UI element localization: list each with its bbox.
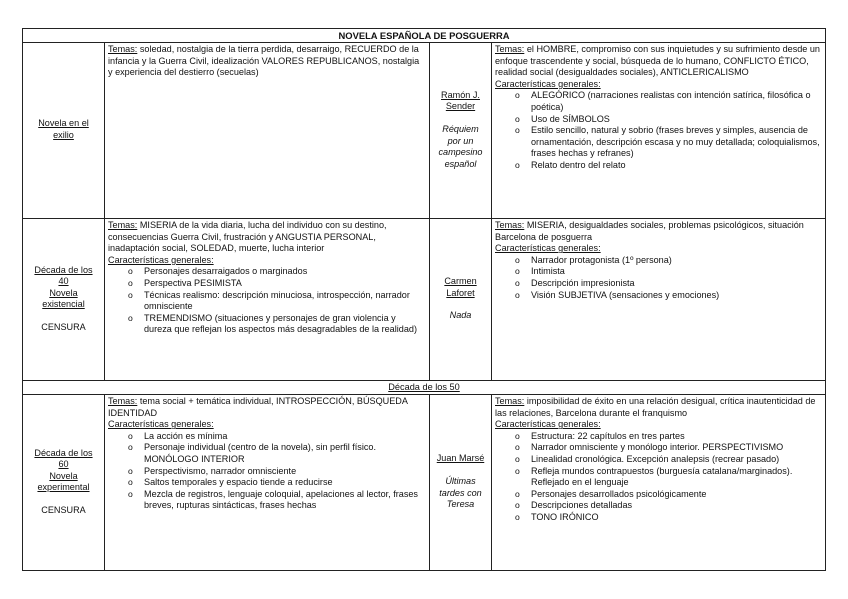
temas-text: MISERIA de la vida diaria, lucha del individuo con su destino, consecuencias Guerra Civil, frustración y ANGUSTIA PERSONAL, inadaptación social, SOLEDAD, muerte, lucha interior bbox=[108, 220, 387, 254]
list-item: o Narrador protagonista (1º persona) bbox=[495, 255, 822, 267]
author-cell bbox=[430, 395, 492, 571]
author-cell bbox=[430, 219, 492, 381]
caract-label: Características generales: bbox=[108, 254, 214, 265]
decade-row bbox=[23, 381, 826, 395]
list-item: o Estructura: 22 capítulos en tres partes bbox=[495, 431, 822, 443]
list-item: o Visión SUBJETIVA (sensaciones y emociones) bbox=[495, 290, 822, 302]
list-item: o Saltos temporales y espacio tiende a reducirse bbox=[108, 477, 426, 489]
list-item: o Perspectiva PESIMISTA bbox=[108, 278, 426, 290]
period-label: Década de los bbox=[34, 264, 93, 275]
posguerra-table bbox=[22, 28, 826, 571]
work-title: por un bbox=[447, 135, 474, 146]
period-label: experimental bbox=[37, 482, 90, 493]
temas-text: el HOMBRE, compromiso con sus inquietudes y su sufrimiento desde un enfoque trascendente y social, búsqueda de lo humano, CONFLICTO ÉTICO, realidad social (desigualdades sociales), ANTICLERICALISMO bbox=[495, 44, 820, 78]
period-label: Novela en el bbox=[38, 118, 89, 129]
temas-label: Temas: bbox=[108, 44, 138, 54]
author-cell bbox=[430, 43, 492, 219]
period-cell bbox=[23, 219, 105, 381]
caract-list bbox=[495, 255, 822, 301]
table-row bbox=[23, 43, 826, 219]
table-row bbox=[23, 395, 826, 571]
title-row bbox=[23, 29, 826, 43]
author-name: Carmen bbox=[444, 276, 477, 287]
temas-text: tema social + temática individual, INTROSPECCIÓN, BÚSQUEDA IDENTIDAD bbox=[108, 396, 408, 418]
period-label: exilio bbox=[53, 130, 74, 140]
period-label: Novela bbox=[49, 287, 78, 298]
censura-label: CENSURA bbox=[41, 321, 86, 332]
list-item: o Personajes desarraigados o marginados bbox=[108, 266, 426, 278]
period-label: 60 bbox=[58, 459, 69, 470]
work-themes-cell bbox=[492, 219, 826, 381]
work-title: Últimas bbox=[445, 475, 476, 486]
temas-text: imposibilidad de éxito en una relación desigual, crítica inautenticidad de las relaciones, Barcelona durante el franquismo bbox=[495, 396, 816, 418]
work-title: Nada bbox=[449, 310, 472, 321]
author-name: Juan Marsé bbox=[436, 453, 485, 464]
period-cell bbox=[23, 395, 105, 571]
decade-50-header bbox=[23, 381, 826, 395]
temas-label: Temas: bbox=[108, 396, 138, 406]
caract-list bbox=[108, 266, 426, 336]
caract-label: Características generales: bbox=[108, 419, 214, 430]
work-title: campesino bbox=[438, 147, 483, 158]
period-label: Novela bbox=[49, 470, 78, 481]
temas-label: Temas: bbox=[108, 220, 138, 230]
list-item: o Narrador omnisciente y monólogo interior. PERSPECTIVISMO bbox=[495, 442, 822, 454]
list-item: o Relato dentro del relato bbox=[495, 160, 822, 172]
work-title: español bbox=[444, 158, 477, 169]
author-name: Laforet bbox=[446, 287, 475, 298]
caract-label: Características generales: bbox=[495, 419, 601, 430]
period-cell bbox=[23, 43, 105, 219]
list-item: o Refleja mundos contrapuestos (burguesía catalana/marginados). Reflejado en el lenguaje bbox=[495, 466, 822, 489]
work-title: Réquiem bbox=[442, 123, 479, 134]
temas-text: MISERIA, desigualdades sociales, problemas psicológicos, situación Barcelona de posguerra bbox=[495, 220, 804, 242]
temas-text: soledad, nostalgia de la tierra perdida, desarraigo, RECUERDO de la infancia y la Guerra Civil, idealización VALORES REPUBLICANOS, nostalgia y experiencia del destierro (secuelas) bbox=[108, 44, 420, 78]
list-item: o Uso de SÍMBOLOS bbox=[495, 114, 822, 126]
caract-label: Características generales: bbox=[495, 78, 601, 89]
work-title: Teresa bbox=[446, 499, 475, 510]
period-label: existencial bbox=[42, 299, 85, 310]
general-themes-cell bbox=[105, 219, 430, 381]
period-label: Década de los bbox=[34, 447, 93, 458]
list-item: o Estilo sencillo, natural y sobrio (frases breves y simples, ausencia de ornamentación, descripción escasa y no muy detallada; coloquialismos, frases hechas y refranes) bbox=[495, 125, 822, 160]
censura-label: CENSURA bbox=[41, 504, 86, 515]
list-item: o Personajes desarrollados psicológicamente bbox=[495, 489, 822, 501]
work-themes-cell bbox=[492, 43, 826, 219]
decade-50-label: Década de los 50 bbox=[388, 382, 460, 392]
list-item: o Personaje individual (centro de la novela), sin perfil físico. MONÓLOGO INTERIOR bbox=[108, 442, 426, 465]
list-item: o La acción es mínima bbox=[108, 431, 426, 443]
list-item: o Descripciones detalladas bbox=[495, 500, 822, 512]
work-title: tardes con bbox=[439, 487, 482, 498]
caract-list bbox=[108, 431, 426, 512]
caract-list bbox=[495, 431, 822, 524]
caract-list bbox=[495, 90, 822, 171]
temas-label: Temas: bbox=[495, 44, 525, 54]
list-item: o Descripción impresionista bbox=[495, 278, 822, 290]
list-item: o Perspectivismo, narrador omnisciente bbox=[108, 466, 426, 478]
general-themes-cell bbox=[105, 43, 430, 219]
list-item: o Intimista bbox=[495, 266, 822, 278]
table-row bbox=[23, 219, 826, 381]
list-item: o TONO IRÓNICO bbox=[495, 512, 822, 524]
author-name: Ramón J. bbox=[441, 89, 480, 100]
list-item: o Mezcla de registros, lenguaje coloquial, apelaciones al lector, frases breves, rupturas sintácticas, frases hechas bbox=[108, 489, 426, 512]
table-title: NOVELA ESPAÑOLA DE POSGUERRA bbox=[23, 29, 826, 43]
list-item: o ALEGÓRICO (narraciones realistas con intención satírica, filosófica o poética) bbox=[495, 90, 822, 113]
temas-label: Temas: bbox=[495, 220, 525, 230]
general-themes-cell bbox=[105, 395, 430, 571]
period-label: 40 bbox=[58, 276, 69, 287]
author-name: Sender bbox=[445, 101, 476, 112]
caract-label: Características generales: bbox=[495, 243, 601, 254]
temas-label: Temas: bbox=[495, 396, 525, 406]
list-item: o TREMENDISMO (situaciones y personajes de gran violencia y dureza que reflejan los aspectos más desagradables de la realidad) bbox=[108, 313, 426, 336]
list-item: o Técnicas realismo: descripción minuciosa, introspección, narrador omnisciente bbox=[108, 290, 426, 313]
list-item: o Linealidad cronológica. Excepción analepsis (recrear pasado) bbox=[495, 454, 822, 466]
work-themes-cell bbox=[492, 395, 826, 571]
